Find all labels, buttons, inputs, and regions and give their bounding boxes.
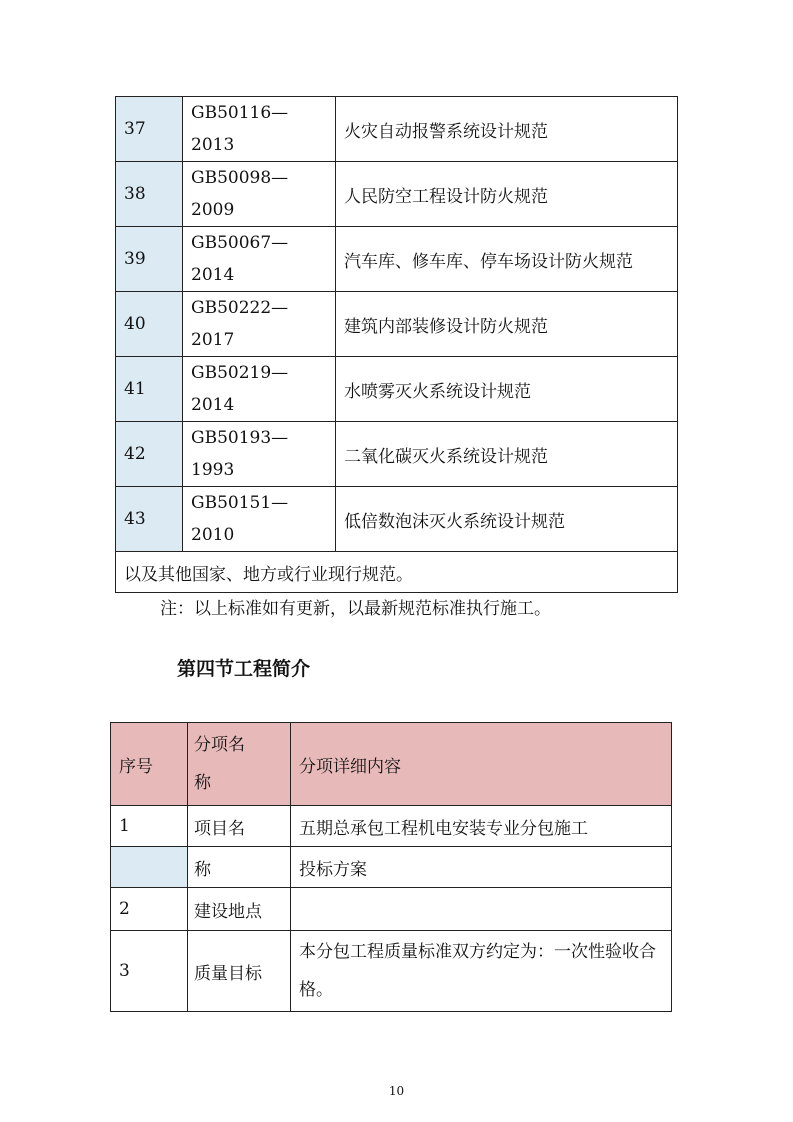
standard-code-line1: GB50151— <box>191 493 289 513</box>
standard-code <box>183 162 336 227</box>
standard-code-line1: GB50116— <box>191 103 289 123</box>
standard-name: 火灾自动报警系统设计规范 <box>336 97 678 162</box>
standard-code <box>183 227 336 292</box>
header-item-line1: 分项名 <box>194 735 245 755</box>
standard-code-line2: 1993 <box>191 460 235 480</box>
row-detail: 投标方案 <box>291 847 672 888</box>
standard-name: 人民防空工程设计防火规范 <box>336 162 678 227</box>
standard-code-line1: GB50219— <box>191 363 289 383</box>
standard-code-line2: 2010 <box>191 525 235 545</box>
section-title: 第四节工程简介 <box>177 658 311 680</box>
table-row <box>111 806 672 847</box>
row-item: 建设地点 <box>188 888 291 931</box>
table-row <box>111 847 672 888</box>
standard-code-line1: GB50098— <box>191 168 289 188</box>
row-seq <box>111 847 188 888</box>
standard-code-line2: 2014 <box>191 395 235 415</box>
header-item-line2: 称 <box>194 773 211 793</box>
row-item: 质量目标 <box>188 931 291 1012</box>
header-detail: 分项详细内容 <box>291 723 672 806</box>
project-table <box>110 722 672 1012</box>
table-row <box>116 227 678 292</box>
standard-code-line1: GB50067— <box>191 233 289 253</box>
row-number: 43 <box>116 487 183 552</box>
standard-code <box>183 422 336 487</box>
table-row <box>111 931 672 1012</box>
table-row <box>116 422 678 487</box>
row-seq: 3 <box>111 931 188 1012</box>
table-row <box>116 357 678 422</box>
standard-name: 低倍数泡沫灭火系统设计规范 <box>336 487 678 552</box>
table-row <box>116 162 678 227</box>
row-number: 40 <box>116 292 183 357</box>
page-number: 10 <box>388 1084 405 1098</box>
standard-code-line2: 2014 <box>191 265 235 285</box>
table-footer-row <box>116 552 678 593</box>
row-seq: 2 <box>111 888 188 931</box>
standard-name: 汽车库、修车库、停车场设计防火规范 <box>336 227 678 292</box>
row-detail: 五期总承包工程机电安装专业分包施工 <box>291 806 672 847</box>
row-item: 项目名 <box>188 806 291 847</box>
standard-code-line1: GB50193— <box>191 428 289 448</box>
table-row <box>116 292 678 357</box>
row-number: 37 <box>116 97 183 162</box>
standard-name: 建筑内部装修设计防火规范 <box>336 292 678 357</box>
standard-code-line2: 2013 <box>191 135 235 155</box>
row-number: 42 <box>116 422 183 487</box>
row-seq: 1 <box>111 806 188 847</box>
table-row <box>111 888 672 931</box>
standard-code-line2: 2017 <box>191 330 235 350</box>
standard-code <box>183 292 336 357</box>
standard-code <box>183 487 336 552</box>
standard-code <box>183 97 336 162</box>
table-header-row <box>111 723 672 806</box>
header-seq: 序号 <box>111 723 188 806</box>
table-row <box>116 97 678 162</box>
header-item <box>188 723 291 806</box>
standard-name: 水喷雾灭火系统设计规范 <box>336 357 678 422</box>
standard-code-line1: GB50222— <box>191 298 289 318</box>
row-number: 39 <box>116 227 183 292</box>
standards-footer: 以及其他国家、地方或行业现行规范。 <box>116 552 678 593</box>
standards-table <box>115 96 678 593</box>
table-row <box>116 487 678 552</box>
standard-code <box>183 357 336 422</box>
standard-name: 二氧化碳灭火系统设计规范 <box>336 422 678 487</box>
row-number: 41 <box>116 357 183 422</box>
standard-code-line2: 2009 <box>191 200 235 220</box>
row-detail: 本分包工程质量标准双方约定为：一次性验收合格。 <box>291 931 672 1012</box>
row-detail <box>291 888 672 931</box>
note-text: 注：以上标准如有更新，以最新规范标准执行施工。 <box>160 599 551 619</box>
row-item: 称 <box>188 847 291 888</box>
row-number: 38 <box>116 162 183 227</box>
